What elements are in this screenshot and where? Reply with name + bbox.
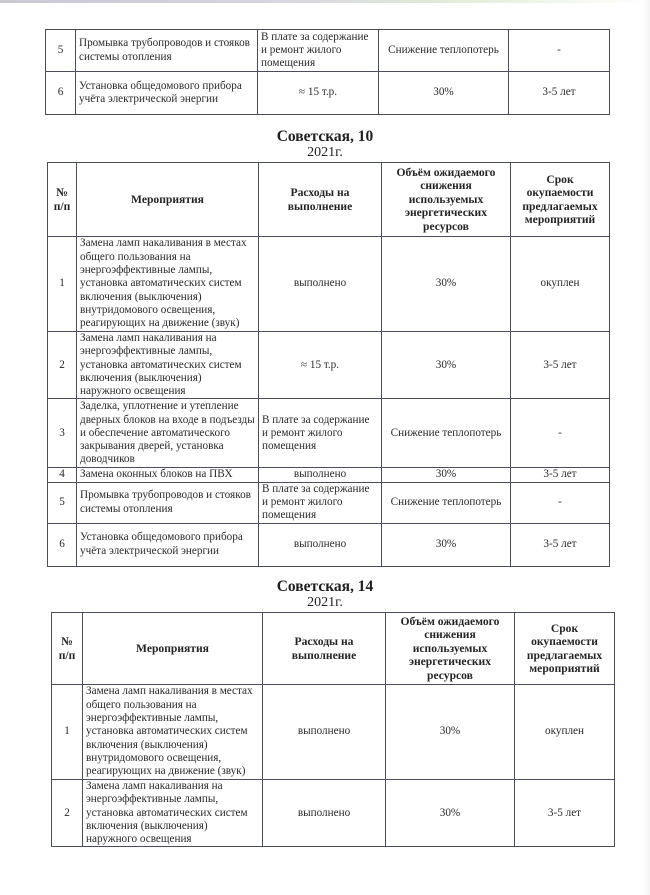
payback-cell: 3-5 лет	[511, 332, 610, 399]
cost-cell: выполнено	[263, 685, 386, 780]
payback-cell: 3-5 лет	[511, 523, 610, 566]
row-number: 1	[52, 685, 83, 780]
cost-cell: выполнено	[259, 523, 382, 566]
row-number: 4	[48, 468, 77, 482]
section-address: Советская, 14	[276, 578, 374, 595]
header-activity: Мероприятия	[83, 613, 263, 685]
payback-cell: 3-5 лет	[511, 468, 610, 482]
volume-cell: Снижение теплопотерь	[379, 30, 509, 72]
activity-cell: Установка общедомового прибора учёта электрической энергии	[77, 523, 259, 566]
row-number: 2	[52, 780, 83, 847]
row-number: 5	[48, 482, 77, 523]
cost-cell: В плате за содержание и ремонт жилого помещения	[259, 482, 382, 523]
section-address: Советская, 10	[276, 128, 374, 145]
payback-cell: окуплен	[515, 685, 615, 780]
table-row	[52, 685, 615, 780]
header-activity: Мероприятия	[77, 163, 259, 237]
payback-cell: окуплен	[511, 237, 610, 332]
payback-cell: -	[511, 482, 610, 523]
volume-cell: 30%	[382, 332, 511, 399]
section-year: 2021г.	[307, 145, 343, 160]
volume-cell: 30%	[382, 468, 511, 482]
table-header-row	[52, 613, 615, 685]
cost-cell: ≈ 15 т.р.	[258, 72, 379, 115]
continued-measures-table	[45, 29, 610, 115]
measures-table-sovetskaya-14	[51, 612, 615, 847]
activity-cell: Промывка трубопроводов и стояков системы отопления	[76, 30, 258, 72]
header-num: № п/п	[48, 163, 77, 237]
section-heading-sovetskaya-10	[0, 128, 650, 160]
header-cost: Расходы на выполнение	[263, 613, 386, 685]
cost-cell: выполнено	[259, 468, 382, 482]
activity-cell: Промывка трубопроводов и стояков системы отопления	[77, 482, 259, 523]
table-row	[46, 72, 610, 115]
cost-cell: В плате за содержание и ремонт жилого помещения	[258, 30, 379, 72]
payback-cell: 3-5 лет	[515, 780, 615, 847]
table-row	[48, 332, 610, 399]
activity-cell: Замена ламп накаливания на энергоэффективные лампы, установка автоматических систем включения (выключения) наружного освещения	[77, 332, 259, 399]
table-row	[52, 780, 615, 847]
activity-cell: Замена ламп накаливания в местах общего пользования на энергоэффективные лампы, установка автоматических систем включения (выключения) внутридомового освещения, реагирующих на движение (звук)	[77, 237, 259, 332]
volume-cell: 30%	[382, 523, 511, 566]
activity-cell: Замена оконных блоков на ПВХ	[77, 468, 259, 482]
section-heading-sovetskaya-14	[0, 578, 650, 610]
volume-cell: 30%	[386, 685, 515, 780]
row-number: 6	[48, 523, 77, 566]
section-year: 2021г.	[307, 595, 343, 610]
volume-cell: Снижение теплопотерь	[382, 482, 511, 523]
cost-cell: В плате за содержание и ремонт жилого помещения	[259, 399, 382, 468]
volume-cell: Снижение теплопотерь	[382, 399, 511, 468]
table-row	[48, 523, 610, 566]
activity-cell: Замена ламп накаливания в местах общего пользования на энергоэффективные лампы, установка автоматических систем включения (выключения) внутридомового освещения, реагирующих на движение (звук)	[83, 685, 263, 780]
header-volume: Объём ожидаемого снижения используемых энергетических ресурсов	[382, 163, 511, 237]
payback-cell: -	[511, 399, 610, 468]
volume-cell: 30%	[379, 72, 509, 115]
activity-cell: Установка общедомового прибора учёта электрической энергии	[76, 72, 258, 115]
table-row	[48, 237, 610, 332]
row-number: 3	[48, 399, 77, 468]
payback-cell: 3-5 лет	[509, 72, 610, 115]
volume-cell: 30%	[386, 780, 515, 847]
header-cost: Расходы на выполнение	[259, 163, 382, 237]
table-header-row	[48, 163, 610, 237]
row-number: 2	[48, 332, 77, 399]
row-number: 1	[48, 237, 77, 332]
header-num: № п/п	[52, 613, 83, 685]
table-row	[48, 399, 610, 468]
header-payback: Срок окупаемости предлагаемых мероприятий	[515, 613, 615, 685]
activity-cell: Заделка, уплотнение и утепление дверных блоков на входе в подъезды и обеспечение автоматического закрывания дверей, установка доводчиков	[77, 399, 259, 468]
cost-cell: ≈ 15 т.р.	[259, 332, 382, 399]
table-row	[48, 468, 610, 482]
payback-cell: -	[509, 30, 610, 72]
cost-cell: выполнено	[259, 237, 382, 332]
measures-table-sovetskaya-10	[47, 162, 610, 567]
scan-top-edge	[0, 0, 650, 3]
volume-cell: 30%	[382, 237, 511, 332]
table-row	[46, 30, 610, 72]
row-number: 5	[46, 30, 76, 72]
activity-cell: Замена ламп накаливания на энергоэффективные лампы, установка автоматических систем включения (выключения) наружного освещения	[83, 780, 263, 847]
header-volume: Объём ожидаемого снижения используемых энергетических ресурсов	[386, 613, 515, 685]
table-row	[48, 482, 610, 523]
row-number: 6	[46, 72, 76, 115]
cost-cell: выполнено	[263, 780, 386, 847]
header-payback: Срок окупаемости предлагаемых мероприятий	[511, 163, 610, 237]
